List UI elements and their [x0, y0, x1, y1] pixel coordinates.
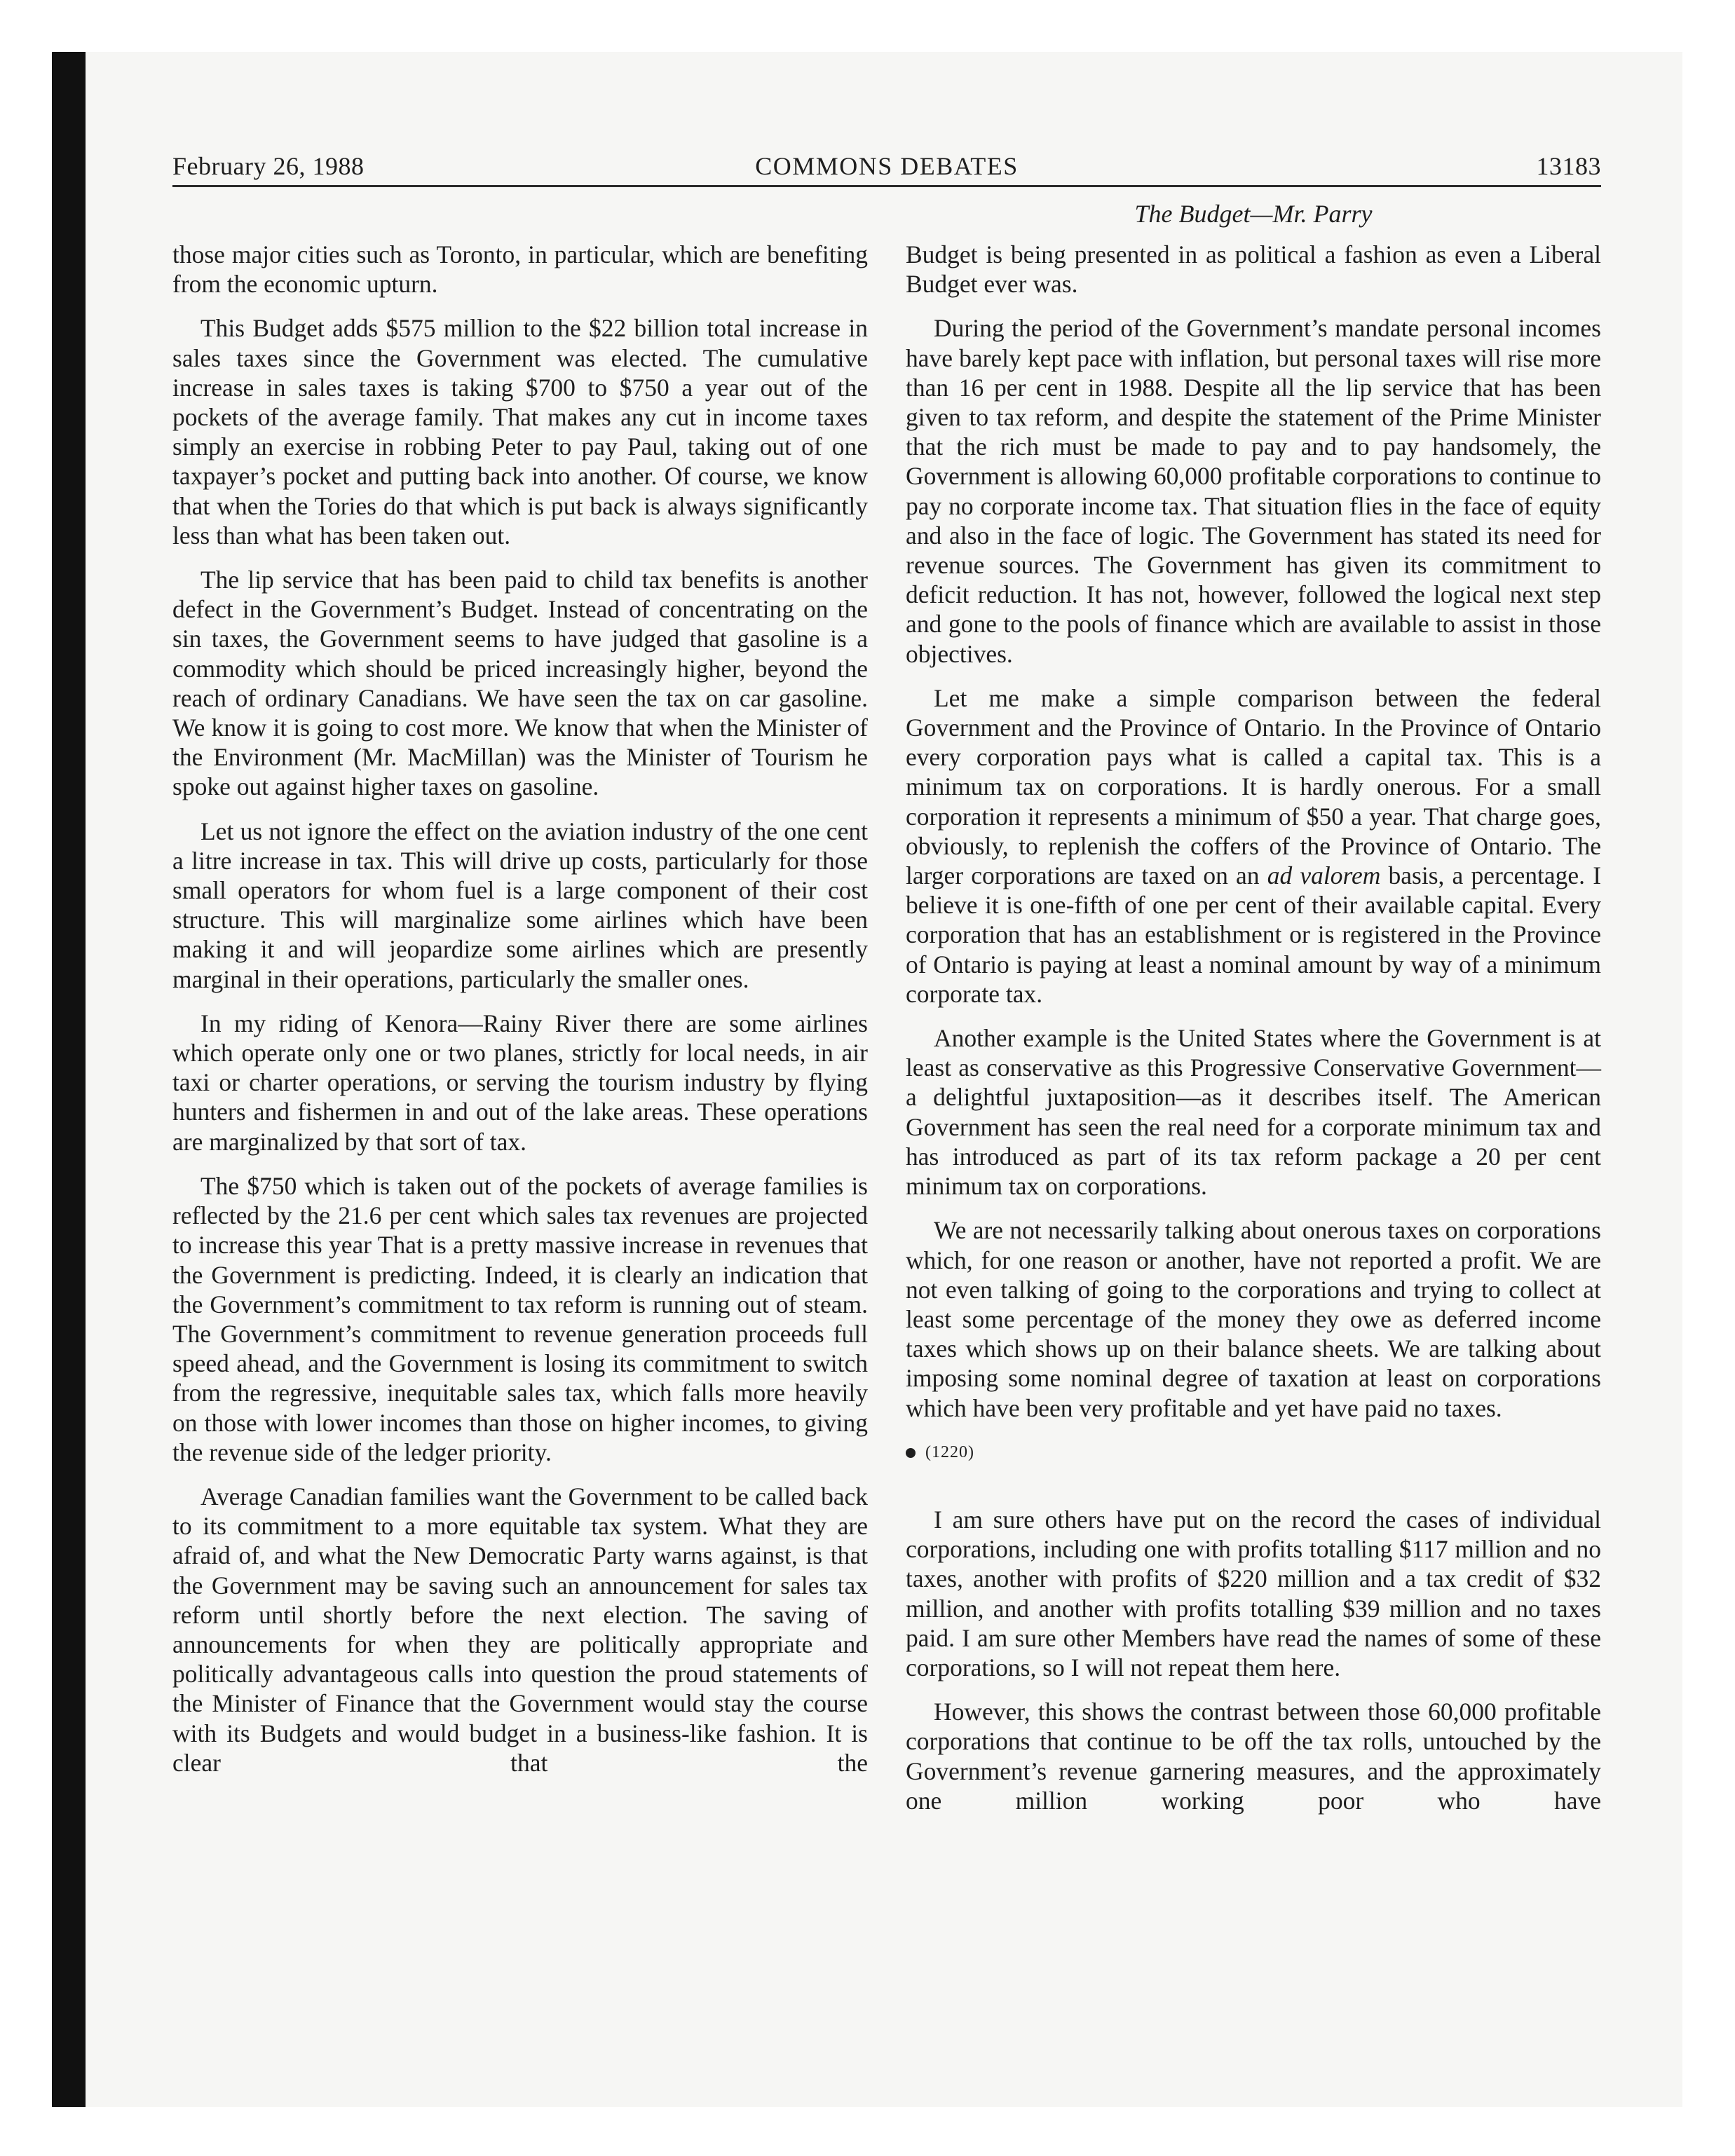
header-publication: COMMONS DEBATES [755, 152, 1019, 180]
header-page-number: 13183 [1536, 152, 1601, 180]
italic-term: ad valorem [1267, 861, 1381, 890]
paragraph: During the period of the Government’s mandate personal incomes have barely kept pace with inflation, but personal taxes will rise more than 16 per cent in 1988. Despite all the lip service that has been given to tax reform, and despite the statement of the Prime Minister that the rich must be made to pay and to pay handsomely, the Government is allowing 60,000 profitable corporations to continue to pay no corporate income tax. That situation flies in the face of equity and also in the face of logic. The Government has stated its need for revenue sources. The Government has given its commitment to deficit reduction. It has not, however, followed the logical next step and gone to the pools of finance which are available to assist in those objectives. [906, 314, 1601, 668]
bullet-icon [906, 1448, 916, 1458]
running-head: The Budget—Mr. Parry [1134, 200, 1373, 228]
paragraph: We are not necessarily talking about onerous taxes on corporations which, for one reason or another, have not reported a profit. We are not even talking of going to the corporations and trying to collect at least some percentage of the money they owe as deferred income taxes which shows up on their balance sheets. We are talking about imposing some nominal degree of taxation at least on corporations which have been very profitable and yet have paid no taxes. [906, 1216, 1601, 1422]
binding-edge [52, 52, 86, 2107]
paragraph [906, 683, 1601, 1009]
header-date: February 26, 1988 [172, 152, 365, 180]
paragraph: Budget is being presented in as political a fashion as even a Liberal Budget ever was. [906, 240, 1601, 299]
paragraph: Average Canadian families want the Government to be called back to its commitment to a more equitable tax system. What they are afraid of, and what the New Democratic Party warns against, is that the Government may be saving such an announcement for sales tax reform until shortly before the next election. The saving of announcements for when they are politically appropriate and politically advantageous calls into question the proud statements of the Minister of Finance that the Government would stay the course with its Budgets and would budget in a business-like fashion. It is clear that the [172, 1482, 868, 1777]
paragraph: In my riding of Kenora—Rainy River there are some airlines which operate only one or two planes, strictly for local needs, in air taxi or charter operations, or serving the tourism industry by flying hunters and fishermen in and out of the lake areas. These operations are marginalized by that sort of tax. [172, 1009, 868, 1156]
paragraph: However, this shows the contrast between those 60,000 profitable corporations that continue to be off the tax rolls, untouched by the Government’s revenue garnering measures, and the approximately one million working poor who have [906, 1698, 1601, 1815]
time-marker [906, 1438, 1601, 1467]
paragraph: Let us not ignore the effect on the aviation industry of the one cent a litre increase in tax. This will drive up costs, particularly for those small operators for whom fuel is a large component of their cost structure. This will marginalize some airlines which have been making it and will jeopardize some airlines which are presently marginal in their operations, particularly the smaller ones. [172, 817, 868, 993]
paragraph: those major cities such as Toronto, in particular, which are benefiting from the economic upturn. [172, 240, 868, 299]
paragraph: Another example is the United States where the Government is at least as conservative as this Progressive Conservative Government—a delightful juxtaposition—as it describes itself. The American Government has seen the real need for a corporate minimum tax and has introduced as part of its tax reform package a 20 per cent minimum tax on corporations. [906, 1024, 1601, 1201]
paragraph-text: Let me make a simple comparison between the federal Government and the Province of Ontario. In the Province of Ontario every corporation pays what is called a capital tax. This is a minimum tax on corporations. It is hardly onerous. For a small corporation it represents a minimum of $50 a year. That charge goes, obviously, to replenish the coffers of the Province of Ontario. The larger corporations are taxed on an [906, 683, 1601, 890]
paragraph-text: basis, a percentage. I believe it is one-fifth of one per cent of their available capital. Every corporation that has an establishment or is registered in the Province of Ontario is paying at least a nominal amount by way of a minimum corporate tax. [906, 861, 1602, 1008]
paragraph: The lip service that has been paid to child tax benefits is another defect in the Government’s Budget. Instead of concentrating on the sin taxes, the Government seems to have judged that gasoline is a commodity which should be priced increasingly higher, beyond the reach of ordinary Canadians. We have seen the tax on car gasoline. We know it is going to cost more. We know that when the Minister of the Environment (Mr. MacMillan) was the Minister of Tourism he spoke out against higher taxes on gasoline. [172, 566, 868, 801]
left-column [172, 240, 868, 1778]
paragraph: The $750 which is taken out of the pockets of average families is reflected by the 21.6 per cent which sales tax revenues are projected to increase this year That is a pretty massive increase in revenues that the Government is predicting. Indeed, it is clearly an indication that the Government’s commitment to tax reform is running out of steam. The Government’s commitment to revenue generation proceeds full speed ahead, and the Government is losing its commitment to switch from the regressive, inequitable sales tax, which falls more heavily on those with lower incomes than those on higher incomes, to giving the revenue side of the ledger priority. [172, 1171, 868, 1466]
paragraph: I am sure others have put on the record the cases of individual corporations, including one with profits totalling $117 million and no taxes, another with profits of $220 million and a tax credit of $32 million, and another with profits totalling $39 million and no taxes paid. I am sure other Members have read the names of some of these corporations, so I will not repeat them here. [906, 1505, 1601, 1681]
time-marker-label: (1220) [925, 1442, 974, 1461]
scanned-page [52, 52, 1682, 2107]
right-column [906, 240, 1601, 1815]
paragraph: This Budget adds $575 million to the $22 billion total increase in sales taxes since the Government was elected. The cumulative increase in sales taxes is taking $700 to $750 a year out of the pockets of the average family. That makes any cut in income taxes simply an exercise in robbing Peter to pay Paul, taking out of one taxpayer’s pocket and putting back into another. Of course, we know that when the Tories do that which is put back is always significantly less than what has been taken out. [172, 314, 868, 550]
page-header [172, 149, 1601, 187]
